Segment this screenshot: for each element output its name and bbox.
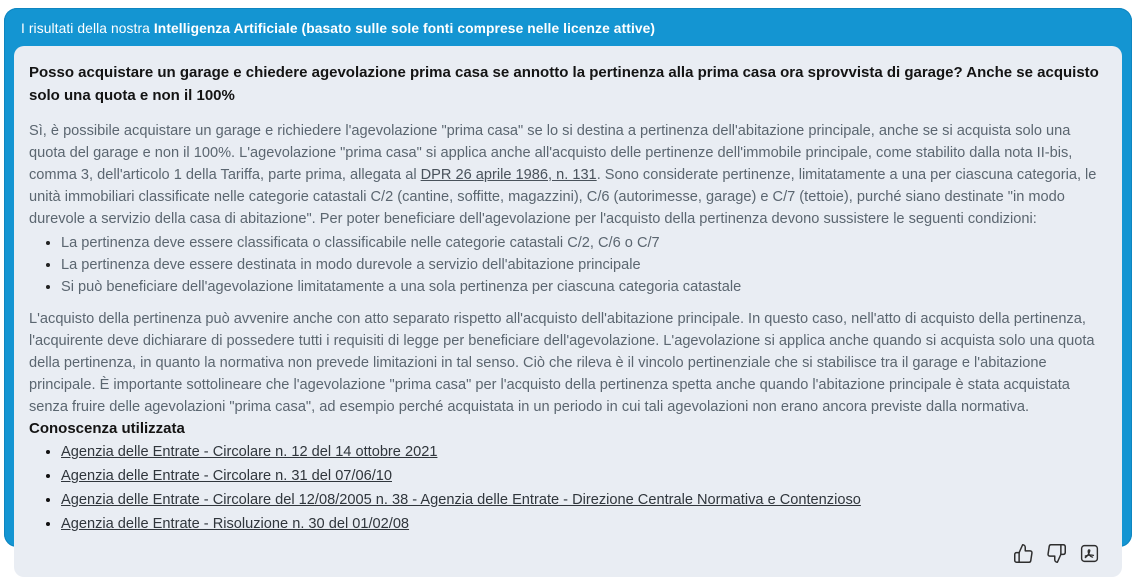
answer-paragraph-2: L'acquisto della pertinenza può avvenire anche con atto separato rispetto all'acquisto dell'abitazione principale. In questo caso, nell'atto di acquisto della pertinenza, l'acquirente deve dichiarare di possedere tutti i requisiti di legge per beneficiare dell'agevolazione. L'agevolazione si applica anche quando si acquista solo una quota della pertinenza, in quanto la normativa non prevede limitazioni in tal senso. Ciò che rileva è il vincolo pertinenziale che si stabilisce tra il garage e l'abitazione principale. È importante sottolineare che l'agevolazione "prima casa" per l'acquisto della pertinenza spetta anche quando l'abitazione principale è stata acquistata senza fruire delle agevolazioni "prima casa", ad esempio perché acquistata in un periodo in cui tali agevolazioni non erano ancora previste dalla normativa. xyxy=(29,311,1095,415)
answer-paragraph-1 xyxy=(29,120,1107,230)
dpr-1986-link[interactable]: DPR 26 aprile 1986, n. 131 xyxy=(420,167,597,183)
answer-p1-text-before: Sì, è possibile acquistare un garage e richiedere l'agevolazione "prima casa" se lo si destina a pertinenza dell'abitazione principale, anche se si acquista solo una quota del garage e non il 100%. L'agevolazione "prima casa" si applica anche all'acquisto delle pertinenze dell'immobile principale, come stabilito dalla nota II-bis, comma 3, dell'articolo 1 della Tariffa, parte prima, allegata al xyxy=(29,123,1073,183)
feedback-actions xyxy=(29,537,1107,567)
thumbs-up-button[interactable] xyxy=(1011,541,1035,565)
header-prefix-text: I risultati della nostra xyxy=(21,21,154,36)
source-item xyxy=(61,489,1107,511)
condition-item: • La pertinenza deve essere classificata o classificabile nelle categorie catastali C/2, C/6 o C/7 xyxy=(61,232,1107,254)
source-link-circolare-31-2010[interactable]: Agenzia delle Entrate - Circolare n. 31 del 07/06/10 xyxy=(61,468,392,484)
conditions-list xyxy=(29,232,1107,298)
source-item xyxy=(61,465,1107,487)
condition-item: • La pertinenza deve essere destinata in modo durevole a servizio dell'abitazione principale xyxy=(61,254,1107,276)
knowledge-used-title: Conoscenza utilizzata xyxy=(29,420,185,437)
source-item xyxy=(61,513,1107,535)
answer-p1-text-after: . Sono considerate pertinenze, limitatamente a una per ciascuna categoria, le unità immobiliari classificate nelle categorie catastali C/2 (cantine, soffitte, magazzini), C/6 (autorimesse, garage) e C/7 (tettoie), purché siano destinate "in modo durevole a servizio della casa di abitazione". Per poter beneficiare dell'agevolazione per l'acquisto della pertinenza devono sussistere le seguenti condizioni: xyxy=(29,167,1097,227)
ai-results-header xyxy=(4,8,1132,46)
sources-list xyxy=(29,441,1107,537)
thumbs-up-icon xyxy=(1013,543,1034,564)
header-bold-text: Intelligenza Artificiale (basato sulle sole fonti comprese nelle licenze attive) xyxy=(153,21,656,36)
export-pdf-button[interactable] xyxy=(1077,541,1101,565)
source-link-circolare-38-2005[interactable]: Agenzia delle Entrate - Circolare del 12/08/2005 n. 38 - Agenzia delle Entrate - Direzione Centrale Normativa e Contenzioso xyxy=(61,492,861,508)
answer-panel xyxy=(14,46,1122,577)
source-item xyxy=(61,441,1107,463)
source-link-circolare-12-2021[interactable]: Agenzia delle Entrate - Circolare n. 12 del 14 ottobre 2021 xyxy=(61,444,438,460)
export-pdf-icon xyxy=(1079,543,1100,564)
source-link-risoluzione-30-2008[interactable]: Agenzia delle Entrate - Risoluzione n. 30 del 01/02/08 xyxy=(61,516,410,532)
question-text: Posso acquistare un garage e chiedere agevolazione prima casa se annotto la pertinenza alla prima casa ora sprovvista di garage? Anche se acquisto solo una quota e non il 100% xyxy=(29,64,1099,104)
thumbs-down-button[interactable] xyxy=(1044,541,1068,565)
ai-results-card xyxy=(4,8,1132,547)
condition-item: • Si può beneficiare dell'agevolazione limitatamente a una sola pertinenza per ciascuna categoria catastale xyxy=(61,276,1107,298)
thumbs-down-icon xyxy=(1046,543,1067,564)
